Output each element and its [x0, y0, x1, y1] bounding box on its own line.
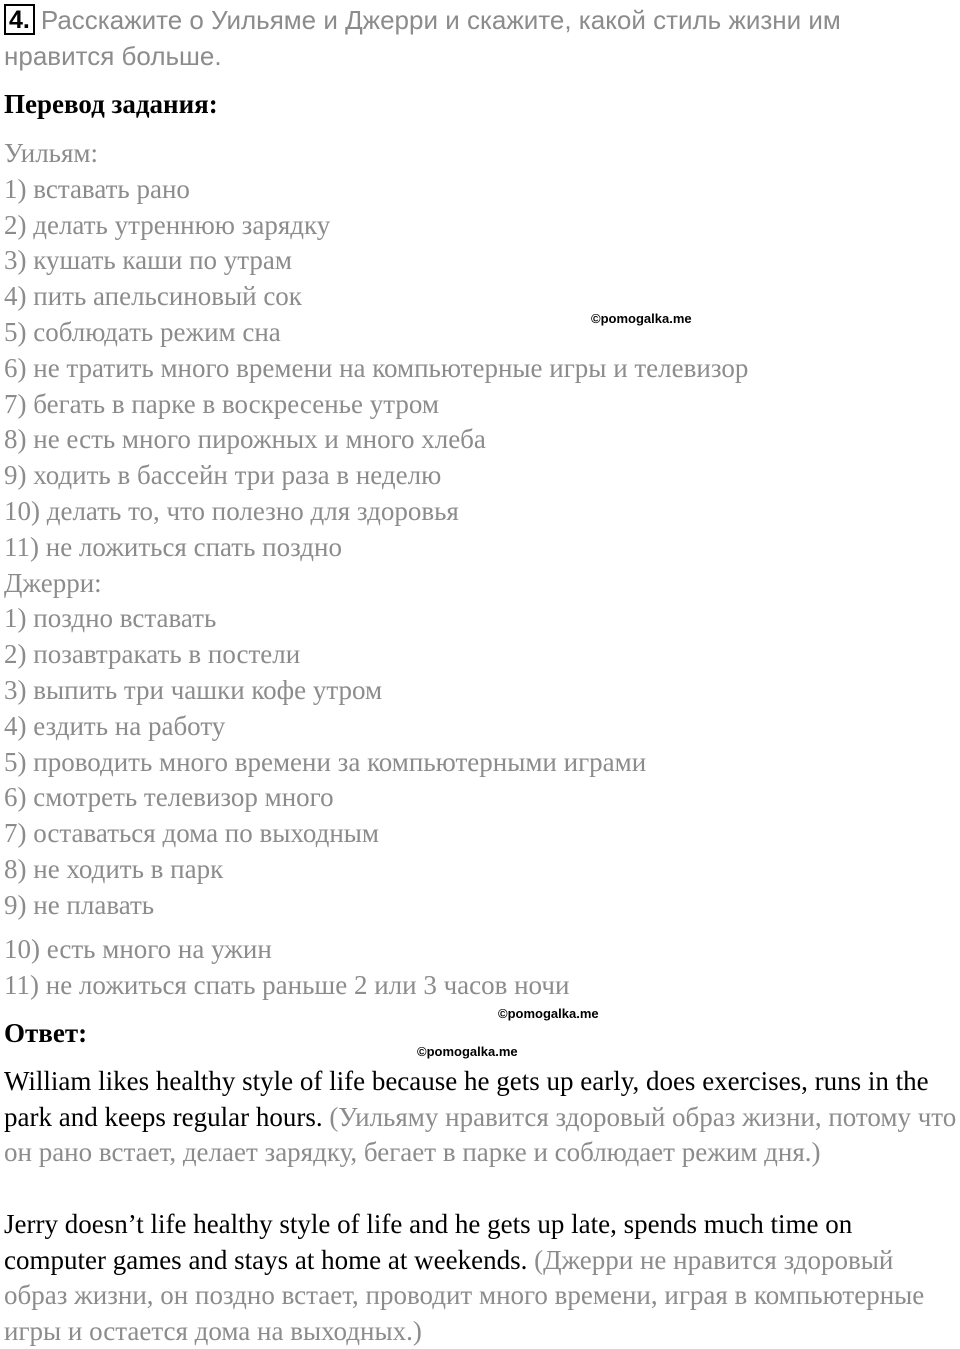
- list-item: 9) ходить в бассейн три раза в неделю: [4, 460, 442, 491]
- watermark: ©pomogalka.me: [417, 1044, 518, 1059]
- list-item: 7) оставаться дома по выходным: [4, 818, 380, 849]
- list-item: 4) ездить на работу: [4, 710, 226, 741]
- answer-paragraph-william: [4, 1064, 960, 1171]
- translation-heading: Перевод задания:: [4, 89, 218, 119]
- list-item: 6) смотреть телевизор много: [4, 782, 334, 813]
- answer-english: William likes healthy style of life because he gets up early, does exercises, runs in the park and keeps regular hours.: [4, 1066, 929, 1132]
- list-item: 4) пить апельсиновый сок: [4, 281, 302, 312]
- list-item: 7) бегать в парке в воскресенье утром: [4, 388, 439, 419]
- task-number: 4.: [4, 4, 35, 35]
- list-item: 8) не есть много пирожных и много хлеба: [4, 424, 486, 455]
- answer-heading: Ответ:: [4, 1018, 88, 1048]
- list-item: 1) вставать рано: [4, 173, 190, 204]
- list-item: 11) не ложиться спать раньше 2 или 3 часов ночи: [4, 969, 570, 1000]
- answer-russian: (Джерри не нравится здоровый образ жизни, он поздно встает, проводит много времени, играя в компьютерные игры и остается дома на выходных.): [4, 1244, 925, 1346]
- list-item: 3) кушать каши по утрам: [4, 245, 292, 276]
- list-item: 5) проводить много времени за компьютерными играми: [4, 746, 647, 777]
- answer-english: Jerry doesn’t life healthy style of life and he gets up late, spends much time on computer games and stays at home at weekends.: [4, 1209, 853, 1275]
- list-item: 9) не плавать: [4, 889, 155, 920]
- list-item: 3) выпить три чашки кофе утром: [4, 674, 383, 705]
- list-item: 2) позавтракать в постели: [4, 639, 301, 670]
- task-text: Расскажите о Уильяме и Джерри и скажите, какой стиль жизни им нравится больше.: [4, 5, 841, 71]
- list-item: 8) не ходить в парк: [4, 853, 224, 884]
- list-item: 10) делать то, что полезно для здоровья: [4, 495, 459, 526]
- list-item: 6) не тратить много времени на компьютерные игры и телевизор: [4, 352, 749, 383]
- watermark: ©pomogalka.me: [498, 1006, 599, 1021]
- jerry-title: Джерри:: [4, 567, 102, 598]
- list-item: 1) поздно вставать: [4, 603, 217, 634]
- list-item: 11) не ложиться спать поздно: [4, 531, 342, 562]
- list-item: 2) делать утреннюю зарядку: [4, 209, 331, 240]
- answer-russian: (Уильяму нравится здоровый образ жизни, потому что он рано встает, делает зарядку, бегает в парке и соблюдает режим дня.): [4, 1101, 957, 1167]
- task-statement: [4, 2, 954, 74]
- list-item: 5) соблюдать режим сна: [4, 316, 281, 347]
- list-item: 10) есть много на ужин: [4, 934, 272, 964]
- watermark: ©pomogalka.me: [591, 311, 692, 326]
- jerry-list-continued: [4, 932, 569, 1004]
- william-title: Уильям:: [4, 138, 98, 168]
- answer-paragraph-jerry: [4, 1207, 960, 1349]
- william-list: [4, 136, 748, 924]
